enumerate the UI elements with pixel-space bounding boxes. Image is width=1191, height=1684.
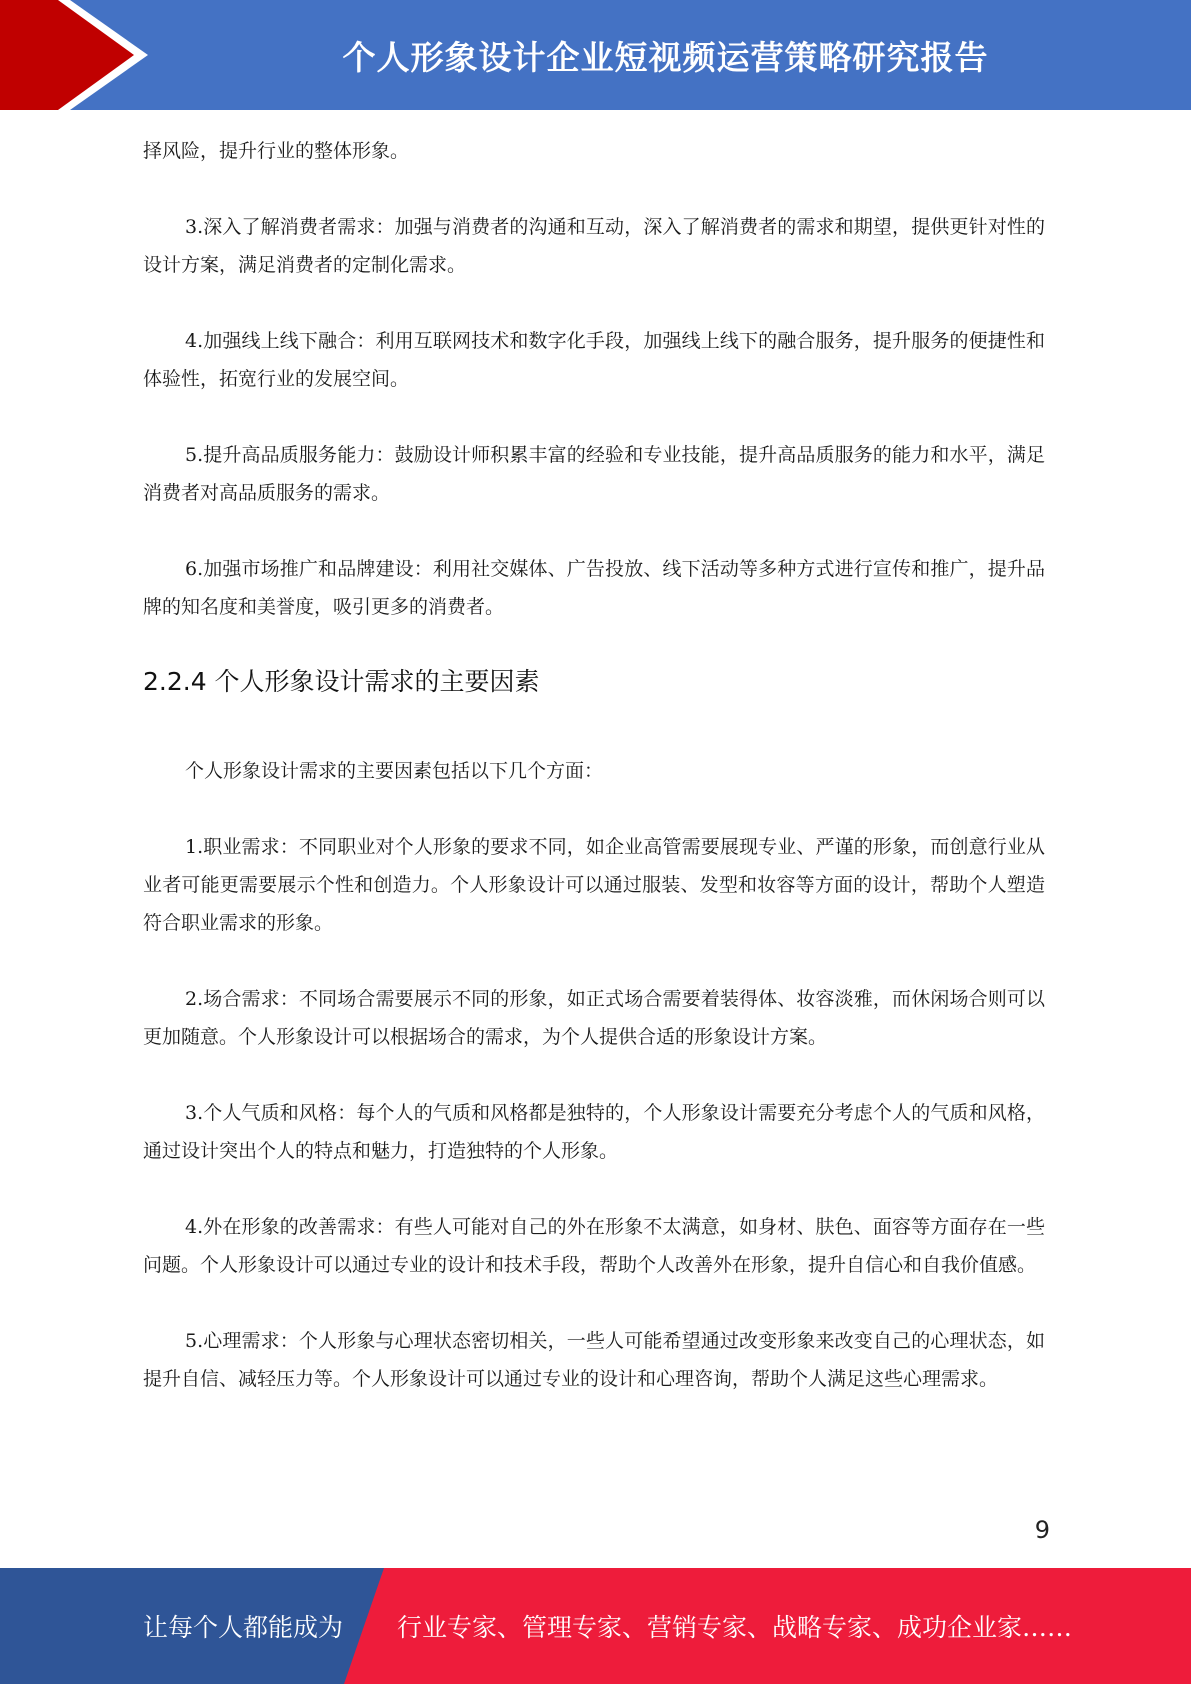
section-heading: 2.2.4 个人形象设计需求的主要因素 xyxy=(143,667,540,696)
report-title: 个人形象设计企业短视频运营策略研究报告 xyxy=(342,37,989,77)
page-header xyxy=(0,0,1191,110)
paragraph: 1.职业需求：不同职业对个人形象的要求不同，如企业高管需要展现专业、严谨的形象，而创意行业从业者可能更需要展示个性和创造力。个人形象设计可以通过服装、发型和妆容等方面的设计，帮助个人塑造符合职业需求的形象。 xyxy=(143,836,1045,934)
paragraph: 4.加强线上线下融合：利用互联网技术和数字化手段，加强线上线下的融合服务，提升服务的便捷性和体验性，拓宽行业的发展空间。 xyxy=(143,330,1045,390)
footer-slogan-left: 让每个人都能成为 xyxy=(143,1613,344,1642)
footer-slogan-right: 行业专家、管理专家、营销专家、战略专家、成功企业家…… xyxy=(397,1613,1073,1642)
paragraph: 6.加强市场推广和品牌建设：利用社交媒体、广告投放、线下活动等多种方式进行宣传和推广，提升品牌的知名度和美誉度，吸引更多的消费者。 xyxy=(143,558,1045,618)
paragraph: 5.心理需求：个人形象与心理状态密切相关，一些人可能希望通过改变形象来改变自己的心理状态，如提升自信、减轻压力等。个人形象设计可以通过专业的设计和心理咨询，帮助个人满足这些心理需求。 xyxy=(143,1330,1045,1390)
paragraph: 2.场合需求：不同场合需要展示不同的形象，如正式场合需要着装得体、妆容淡雅，而休闲场合则可以更加随意。个人形象设计可以根据场合的需求，为个人提供合适的形象设计方案。 xyxy=(143,988,1045,1048)
paragraph: 3.个人气质和风格：每个人的气质和风格都是独特的，个人形象设计需要充分考虑个人的气质和风格，通过设计突出个人的特点和魅力，打造独特的个人形象。 xyxy=(143,1102,1045,1162)
paragraph: 3.深入了解消费者需求：加强与消费者的沟通和互动，深入了解消费者的需求和期望，提供更针对性的设计方案，满足消费者的定制化需求。 xyxy=(143,216,1045,276)
page-body xyxy=(143,132,1045,1436)
paragraph: 5.提升高品质服务能力：鼓励设计师积累丰富的经验和专业技能，提升高品质服务的能力和水平，满足消费者对高品质服务的需求。 xyxy=(143,444,1045,504)
paragraph: 个人形象设计需求的主要因素包括以下几个方面： xyxy=(185,760,604,782)
page-footer xyxy=(0,1568,1191,1684)
page-number: 9 xyxy=(1034,1516,1050,1544)
paragraph: 4.外在形象的改善需求：有些人可能对自己的外在形象不太满意，如身材、肤色、面容等方面存在一些问题。个人形象设计可以通过专业的设计和技术手段，帮助个人改善外在形象，提升自信心和自我价值感。 xyxy=(143,1216,1045,1276)
paragraph: 择风险，提升行业的整体形象。 xyxy=(143,140,410,162)
